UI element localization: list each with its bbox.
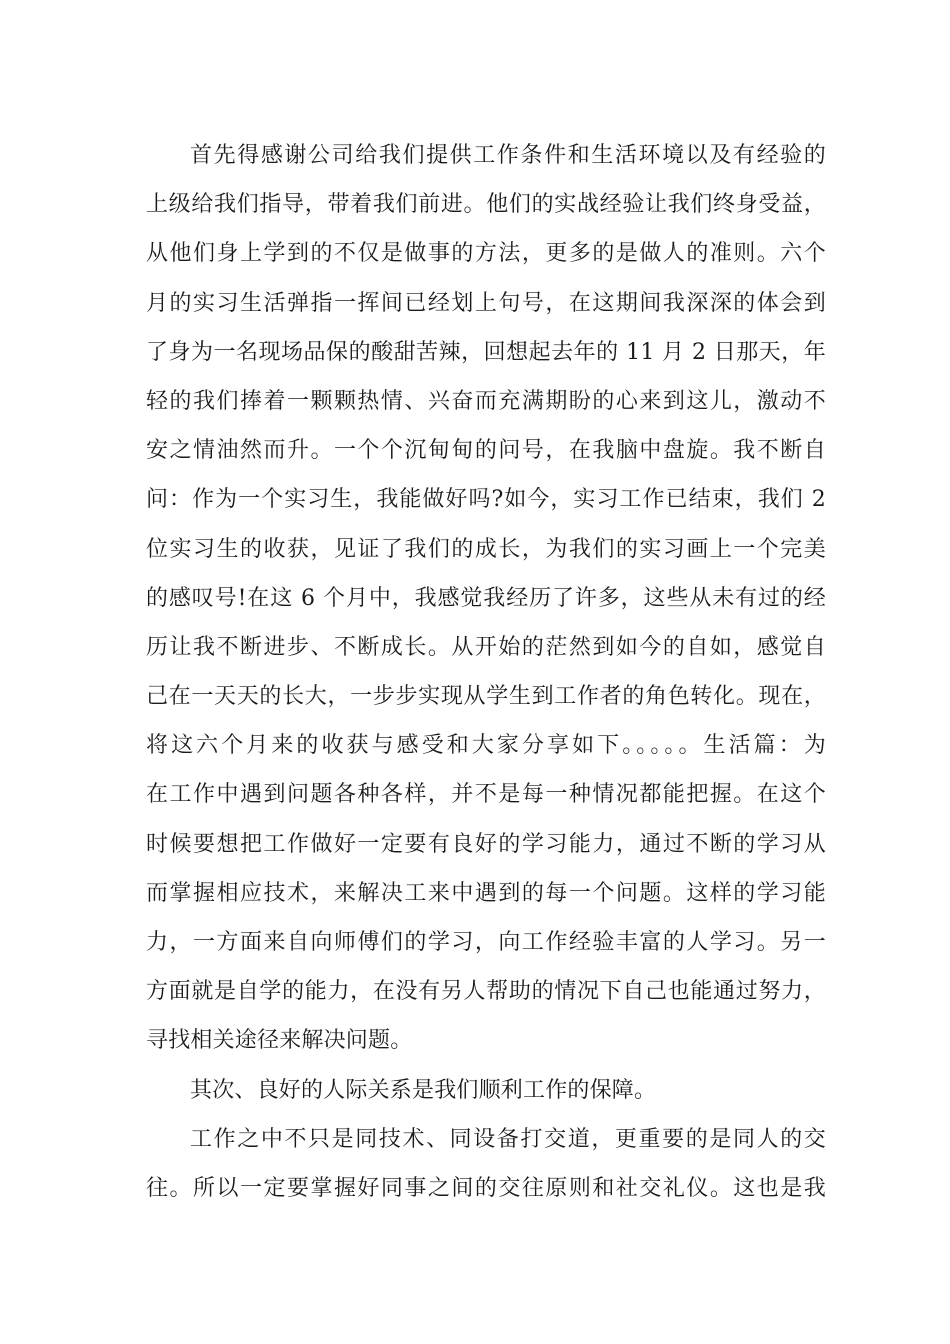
text-line: 问：作为一个实习生，我能做好吗?如今，实习工作已结束，我们 2 (146, 487, 826, 513)
text-line: 了身为一名现场品保的酸甜苦辣，回想起去年的 11 月 2 日那天，年 (146, 339, 826, 365)
text-line: 轻的我们捧着一颗颗热情、兴奋而充满期盼的心来到这儿，激动不 (146, 388, 826, 414)
text-line: 将这六个月来的收获与感受和大家分享如下。。。。。生活篇：为 (146, 733, 826, 759)
text-line: 时候要想把工作做好一定要有良好的学习能力，通过不断的学习从 (146, 831, 826, 857)
text-line: 位实习生的收获，见证了我们的成长，为我们的实习画上一个完美 (146, 536, 826, 562)
text-line: 往。所以一定要掌握好同事之间的交往原则和社交礼仪。这也是我 (146, 1175, 826, 1201)
text-line: 力，一方面来自向师傅们的学习，向工作经验丰富的人学习。另一 (146, 930, 826, 955)
text-line: 安之情油然而升。一个个沉甸甸的问号，在我脑中盘旋。我不断自 (146, 438, 826, 464)
paragraph-3 (146, 1115, 826, 1213)
text-line: 从他们身上学到的不仅是做事的方法，更多的是做人的准则。六个 (146, 241, 826, 267)
paragraph-2 (146, 1066, 826, 1115)
text-line: 工作之中不只是同技术、同设备打交道，更重要的是同人的交 (190, 1126, 826, 1152)
document-body (146, 131, 826, 1213)
text-line: 在工作中遇到问题各种各样，并不是每一种情况都能把握。在这个 (146, 782, 826, 808)
text-line: 上级给我们指导，带着我们前进。他们的实战经验让我们终身受益， (146, 192, 826, 218)
paragraph-1 (146, 131, 826, 1066)
text-line: 方面就是自学的能力，在没有另人帮助的情况下自己也能通过努力， (146, 979, 826, 1005)
text-line: 月的实习生活弹指一挥间已经划上句号，在这期间我深深的体会到 (146, 290, 826, 316)
text-line: 己在一天天的长大，一步步实现从学生到工作者的角色转化。现在， (146, 684, 826, 710)
text-line: 历让我不断进步、不断成长。从开始的茫然到如今的自如，感觉自 (146, 634, 826, 660)
text-line: 而掌握相应技术，来解决工来中遇到的每一个问题。这样的学习能 (146, 880, 826, 906)
text-line: 其次、良好的人际关系是我们顺利工作的保障。 (190, 1077, 657, 1103)
text-line: 首先得感谢公司给我们提供工作条件和生活环境以及有经验的 (190, 143, 826, 168)
text-line: 的感叹号!在这 6 个月中，我感觉我经历了许多，这些从未有过的经 (146, 585, 826, 611)
text-line: 寻找相关途径来解决问题。 (146, 1028, 413, 1054)
